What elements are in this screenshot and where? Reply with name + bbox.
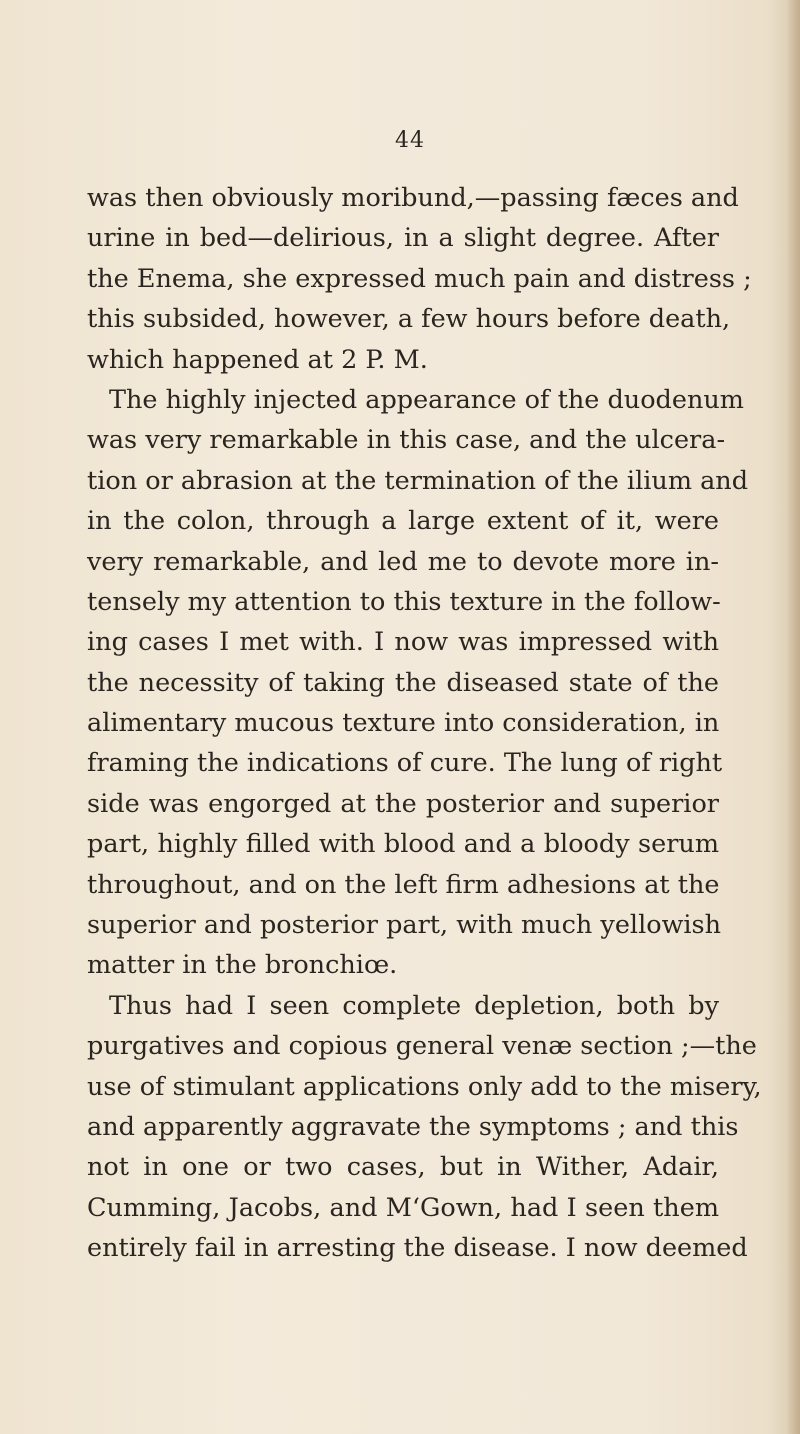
text-line: and apparently aggravate the symptoms ; and this [87, 1111, 739, 1142]
page-edge-shadow [786, 0, 800, 1434]
text-line: matter in the bronchiœ. [87, 950, 398, 981]
text-line: which happened at 2 P. M. [87, 344, 428, 375]
text-line: tensely my attention to this texture in the follow- [87, 586, 721, 617]
text-line: in the colon, through a large extent of it, were [87, 506, 719, 537]
body-text [87, 178, 762, 1269]
text-line: was very remarkable in this case, and the ulcera- [87, 425, 726, 456]
text-line: urine in bed—delirious, in a slight degree. After [87, 223, 719, 254]
text-line: superior and posterior part, with much yellowish [87, 910, 722, 941]
text-line: ing cases I met with. I now was impressed with [87, 627, 719, 658]
text-line: framing the indications of cure. The lung of right [87, 748, 723, 779]
text-line: Cumming, Jacobs, and M‘Gown, had I seen them [87, 1192, 719, 1223]
text-line: side was engorged at the posterior and superior [87, 788, 719, 819]
text-line: purgatives and copious general venæ section ;—the [87, 1031, 757, 1062]
text-line: the necessity of taking the diseased state of the [87, 667, 719, 698]
text-line: alimentary mucous texture into consideration, in [87, 708, 720, 739]
text-line: very remarkable, and led me to devote more in- [87, 546, 719, 577]
text-line: Thus had I seen complete depletion, both by [109, 990, 719, 1021]
page-number: 44 [395, 128, 425, 153]
text-line: part, highly filled with blood and a bloody serum [87, 829, 719, 860]
text-line: not in one or two cases, but in Wither, Adair, [87, 1152, 719, 1183]
text-line: tion or abrasion at the termination of the ilium and [87, 465, 749, 496]
text-line: the Enema, she expressed much pain and distress ; [87, 263, 752, 294]
text-line: this subsided, however, a few hours before death, [87, 304, 731, 335]
text-line: The highly injected appearance of the duodenum [109, 384, 744, 415]
text-line: was then obviously moribund,—passing fæces and [87, 183, 739, 213]
text-line: entirely fail in arresting the disease. I now deemed [87, 1233, 748, 1264]
text-line: use of stimulant applications only add to the misery, [87, 1071, 762, 1102]
text-line: throughout, and on the left firm adhesions at the [87, 869, 720, 900]
